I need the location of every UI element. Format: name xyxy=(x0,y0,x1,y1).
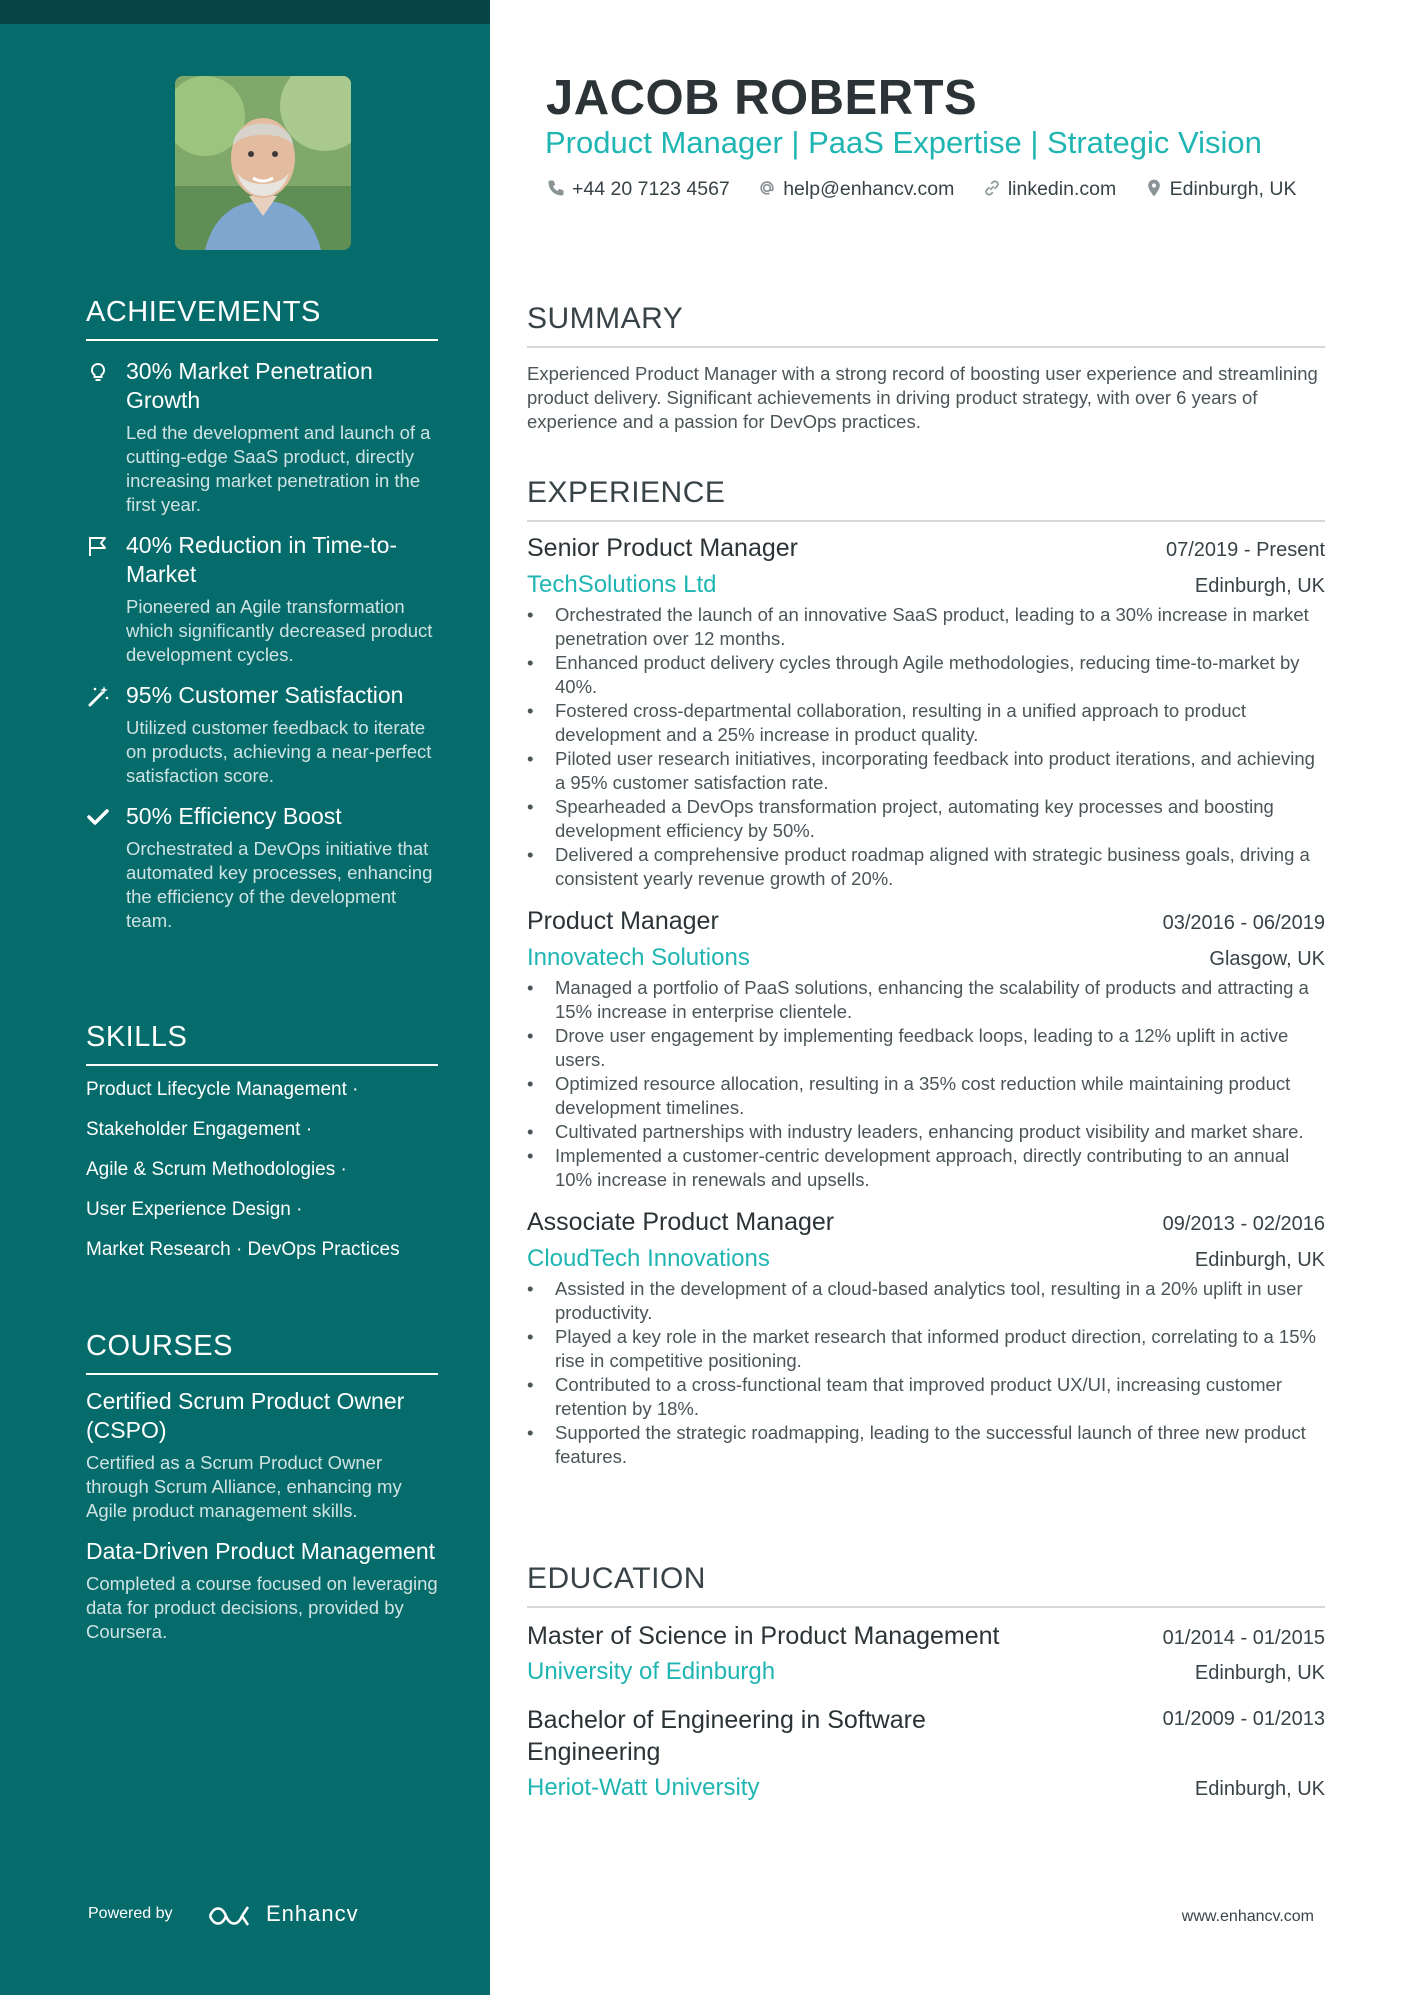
powered-by-label: Powered by xyxy=(88,1905,173,1922)
job-title: Senior Product Manager xyxy=(527,534,798,562)
skills-heading: SKILLS xyxy=(86,1021,438,1066)
contact-linkedin-text: linkedin.com xyxy=(1007,178,1117,201)
achievement-description: Pioneered an Agile transformation which significantly decreased product development cycles. xyxy=(126,596,433,665)
job-bullet: • Orchestrated the launch of an innovative SaaS product, leading to a 30% increase in market penetration over 12 months. xyxy=(527,603,1325,651)
company-name: TechSolutions Ltd xyxy=(527,571,717,598)
skill-line: Stakeholder Engagement · xyxy=(86,1119,313,1140)
course-item xyxy=(86,1537,438,1644)
courses-section xyxy=(86,1330,438,1644)
lightbulb-icon xyxy=(86,360,110,384)
company-name: Innovatech Solutions xyxy=(527,944,750,971)
school-name: University of Edinburgh xyxy=(527,1658,776,1685)
job-bullet: • Played a key role in the market research that informed product direction, correlating to a 15% rise in competitive positioning. xyxy=(527,1325,1325,1373)
achievement-item xyxy=(86,802,438,933)
education-entry xyxy=(527,1620,1325,1686)
job-bullet: • Contributed to a cross-functional team that improved product UX/UI, increasing customer retention by 18%. xyxy=(527,1373,1325,1421)
job-dates: 09/2013 - 02/2016 xyxy=(1162,1213,1325,1235)
at-icon xyxy=(757,178,777,198)
courses-heading: COURSES xyxy=(86,1330,438,1375)
sidebar xyxy=(0,0,490,1995)
contact-location xyxy=(1144,178,1297,201)
contact-location-text: Edinburgh, UK xyxy=(1169,178,1297,201)
job-bullet: • Enhanced product delivery cycles through Agile methodologies, reducing time-to-market by 40%. xyxy=(527,651,1325,699)
job-entry xyxy=(527,534,1325,891)
job-bullet: • Cultivated partnerships with industry leaders, enhancing product visibility and market share. xyxy=(527,1120,1325,1144)
contact-bar xyxy=(546,178,1318,201)
job-bullet: • Optimized resource allocation, resulting in a 35% cost reduction while maintaining product development timelines. xyxy=(527,1072,1325,1120)
job-bullet: • Delivered a comprehensive product roadmap aligned with strategic business goals, driving a consistent yearly revenue growth of 20%. xyxy=(527,843,1325,891)
achievement-item xyxy=(86,681,438,788)
link-icon xyxy=(982,178,1002,198)
job-dates: 03/2016 - 06/2019 xyxy=(1162,912,1325,934)
enhancv-brand: Enhancv xyxy=(266,1901,359,1926)
candidate-headline: Product Manager | PaaS Expertise | Strategic Vision xyxy=(545,125,1262,160)
course-title: Data-Driven Product Management xyxy=(86,1538,435,1564)
job-title: Product Manager xyxy=(527,907,719,935)
enhancv-logo-icon xyxy=(206,1903,256,1929)
job-bullet: • Fostered cross-departmental collaboration, resulting in a unified approach to product development and a 25% increase in product quality. xyxy=(527,699,1325,747)
job-entry xyxy=(527,1208,1325,1469)
course-item xyxy=(86,1387,438,1523)
location-icon xyxy=(1144,178,1164,198)
magic-wand-icon xyxy=(86,684,110,708)
degree-title: Master of Science in Product Management xyxy=(527,1622,1000,1650)
job-bullet: • Implemented a customer-centric development approach, directly contributing to an annual 10% increase in renewals and upsells. xyxy=(527,1144,1325,1192)
job-title: Associate Product Manager xyxy=(527,1208,835,1236)
job-bullet: • Piloted user research initiatives, incorporating feedback into product iterations, and achieving a 95% customer satisfaction rate. xyxy=(527,747,1325,795)
course-description: Completed a course focused on leveraging data for product decisions, provided by Coursera. xyxy=(86,1573,438,1642)
skill-line: Agile & Scrum Methodologies · xyxy=(86,1159,347,1180)
education-location: Edinburgh, UK xyxy=(1194,1778,1325,1800)
achievement-title: 40% Reduction in Time-to-Market xyxy=(126,532,398,587)
school-name: Heriot-Watt University xyxy=(527,1774,760,1801)
course-title: Certified Scrum Product Owner (CSPO) xyxy=(86,1388,405,1443)
summary-heading: SUMMARY xyxy=(527,302,1325,348)
education-dates: 01/2014 - 01/2015 xyxy=(1162,1627,1325,1649)
course-description: Certified as a Scrum Product Owner through Scrum Alliance, enhancing my Agile product management skills. xyxy=(86,1452,402,1521)
contact-linkedin[interactable] xyxy=(982,178,1116,201)
achievement-item xyxy=(86,357,438,517)
job-bullet: • Spearheaded a DevOps transformation project, automating key processes and boosting development efficiency by 50%. xyxy=(527,795,1325,843)
skills-section xyxy=(86,1021,438,1278)
job-entry xyxy=(527,907,1325,1192)
job-location: Glasgow, UK xyxy=(1209,948,1325,970)
company-name: CloudTech Innovations xyxy=(527,1245,770,1272)
skill-line: Product Lifecycle Management · xyxy=(86,1079,359,1100)
flag-icon xyxy=(86,534,110,558)
degree-title: Bachelor of Engineering in Software Engineering xyxy=(527,1706,926,1766)
achievement-description: Led the development and launch of a cutting-edge SaaS product, directly increasing market penetration in the first year. xyxy=(126,422,431,515)
job-bullet: • Supported the strategic roadmapping, leading to the successful launch of three new product features. xyxy=(527,1421,1325,1469)
job-dates: 07/2019 - Present xyxy=(1166,539,1325,561)
contact-email-text: help@enhancv.com xyxy=(783,178,955,201)
education-heading: EDUCATION xyxy=(527,1562,1325,1608)
summary-text: Experienced Product Manager with a strong record of boosting user experience and streamlining product delivery. Significant achievements in driving product strategy, with over 6 years of experience and a passion for DevOps practices. xyxy=(527,363,1318,432)
website-link[interactable]: www.enhancv.com xyxy=(1181,1908,1314,1925)
education-section xyxy=(527,1562,1325,1802)
education-dates: 01/2009 - 01/2013 xyxy=(1162,1708,1325,1730)
contact-phone[interactable] xyxy=(546,178,730,201)
summary-section xyxy=(527,302,1325,434)
achievement-description: Orchestrated a DevOps initiative that automated key processes, enhancing the efficiency of the development team. xyxy=(126,838,433,931)
job-location: Edinburgh, UK xyxy=(1194,575,1325,597)
achievement-title: 50% Efficiency Boost xyxy=(126,803,342,829)
checkmark-icon xyxy=(86,805,110,829)
contact-email[interactable] xyxy=(757,178,954,201)
skill-line: Market Research · DevOps Practices xyxy=(86,1239,400,1260)
profile-photo xyxy=(175,76,351,250)
achievement-item xyxy=(86,531,438,667)
skill-line: User Experience Design · xyxy=(86,1199,303,1220)
job-location: Edinburgh, UK xyxy=(1194,1249,1325,1271)
phone-icon xyxy=(546,178,566,198)
experience-heading: EXPERIENCE xyxy=(527,476,1325,522)
sidebar-top-strip xyxy=(0,0,490,24)
experience-section xyxy=(527,476,1325,1469)
job-bullet: • Assisted in the development of a cloud-based analytics tool, resulting in a 20% uplift in user productivity. xyxy=(527,1277,1325,1325)
achievements-section xyxy=(86,296,438,933)
achievements-heading: ACHIEVEMENTS xyxy=(86,296,438,341)
achievement-title: 95% Customer Satisfaction xyxy=(126,682,404,708)
candidate-name: JACOB ROBERTS xyxy=(546,71,978,125)
job-bullet: • Drove user engagement by implementing feedback loops, leading to a 12% uplift in active users. xyxy=(527,1024,1325,1072)
job-bullets xyxy=(527,976,1325,1192)
education-entry xyxy=(527,1704,1325,1802)
job-bullet: • Managed a portfolio of PaaS solutions, enhancing the scalability of products and attracting a 15% increase in enterprise clientele. xyxy=(527,976,1325,1024)
contact-phone-text: +44 20 7123 4567 xyxy=(572,178,730,201)
achievement-title: 30% Market Penetration Growth xyxy=(126,358,373,413)
education-location: Edinburgh, UK xyxy=(1194,1662,1325,1684)
achievement-description: Utilized customer feedback to iterate on products, achieving a near-perfect satisfaction score. xyxy=(126,717,432,786)
job-bullets xyxy=(527,1277,1325,1469)
job-bullets xyxy=(527,603,1325,891)
